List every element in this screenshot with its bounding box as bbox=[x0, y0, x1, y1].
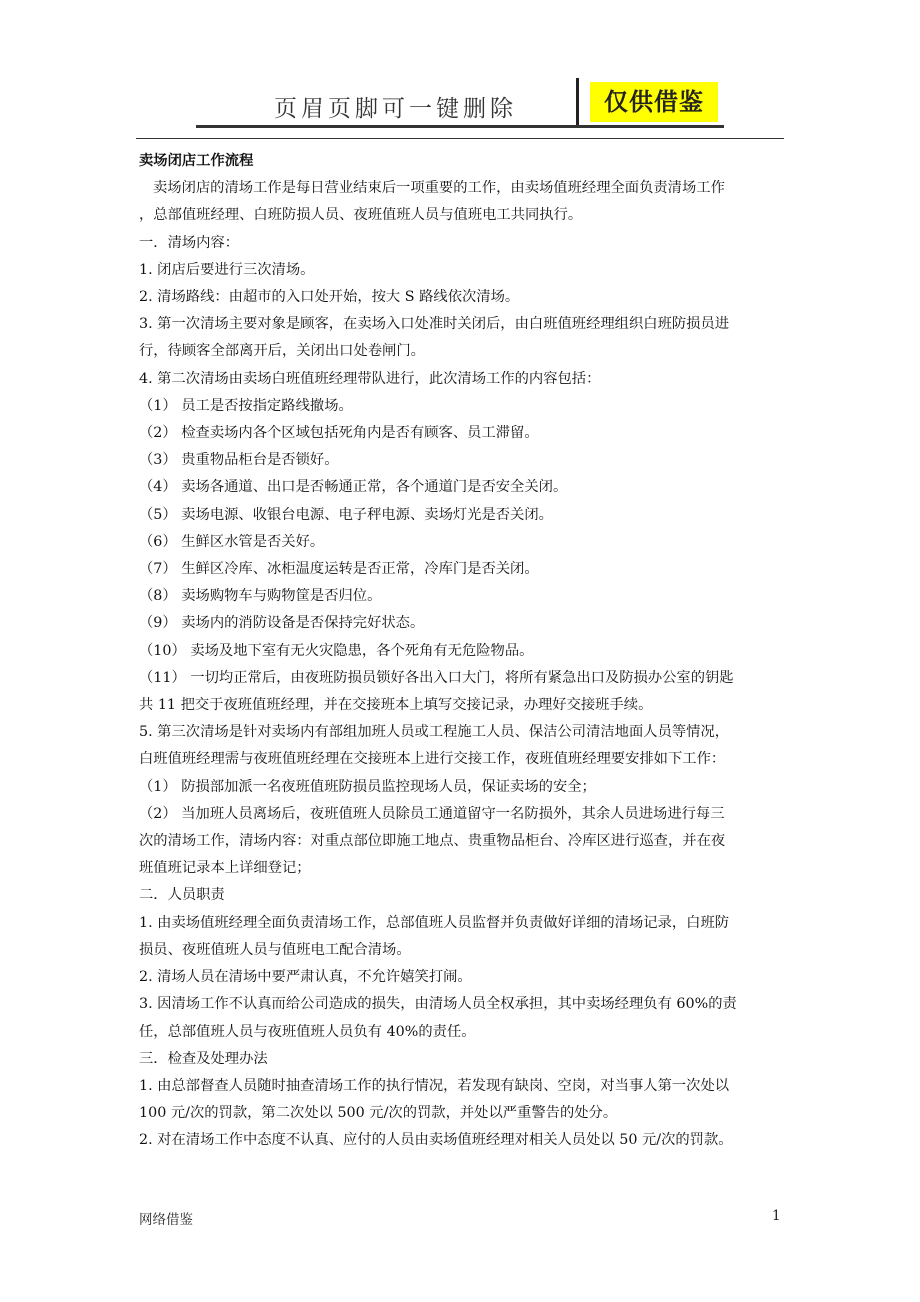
section-heading: 一．清场内容： bbox=[139, 234, 240, 251]
list-item-continued: 任，总部值班人员与夜班值班人员负有 40%的责任。 bbox=[139, 1023, 476, 1040]
section-heading: 二．人员职责 bbox=[139, 887, 225, 904]
header-badge: 仅供借鉴 bbox=[590, 82, 718, 122]
list-item: 1. 闭店后要进行三次清场。 bbox=[139, 261, 315, 278]
list-item: 2. 清场路线：由超市的入口处开始，按大 S 路线依次清场。 bbox=[139, 289, 520, 306]
list-item-continued: 100 元/次的罚款，第二次处以 500 元/次的罚款，并处以严重警告的处分。 bbox=[139, 1105, 618, 1122]
page-header bbox=[196, 78, 724, 128]
sub-list-item-continued: 共 11 把交于夜班值班经理，并在交接班本上填写交接记录，办理好交接班手续。 bbox=[139, 697, 653, 714]
sub-list-item: （2） 检查卖场内各个区域包括死角内是否有顾客、员工滞留。 bbox=[139, 425, 539, 442]
sub-list-item: （4） 卖场各通道、出口是否畅通正常，各个通道门是否安全关闭。 bbox=[139, 479, 568, 496]
header-text: 页眉页脚可一键删除 bbox=[274, 96, 517, 122]
sub-list-item: （1） 防损部加派一名夜班值班防损员监控现场人员，保证卖场的安全； bbox=[139, 778, 596, 795]
page-number: 1 bbox=[772, 1208, 781, 1224]
list-item: 2. 清场人员在清场中要严肃认真，不允许嬉笑打闹。 bbox=[139, 969, 472, 986]
list-item: 1. 由总部督查人员随时抽查清场工作的执行情况，若发现有缺岗、空岗，对当事人第一次处以 bbox=[139, 1077, 730, 1094]
paragraph-line: 卖场闭店的清场工作是每日营业结束后一项重要的工作，由卖场值班经理全面负责清场工作 bbox=[153, 180, 725, 197]
sub-list-item: （1） 员工是否按指定路线撤场。 bbox=[139, 397, 353, 414]
sub-list-item: （2） 当加班人员离场后，夜班值班人员除员工通道留守一名防损外，其余人员进场进行每三 bbox=[139, 805, 725, 822]
list-item: 3. 因清场工作不认真而给公司造成的损失，由清场人员全权承担，其中卖场经理负有 60%的责 bbox=[139, 996, 737, 1013]
header-divider bbox=[576, 78, 579, 126]
document-body bbox=[139, 148, 789, 1155]
list-item: 1. 由卖场值班经理全面负责清场工作，总部值班人员监督并负责做好详细的清场记录，白班防 bbox=[139, 914, 730, 931]
sub-list-item: （5） 卖场电源、收银台电源、电子秤电源、卖场灯光是否关闭。 bbox=[139, 506, 553, 523]
paragraph-line: ，总部值班经理、白班防损人员、夜班值班人员与值班电工共同执行。 bbox=[139, 207, 583, 224]
footer-text: 网络借鉴 bbox=[139, 1212, 193, 1228]
sub-list-item: （8） 卖场购物车与购物筐是否归位。 bbox=[139, 588, 382, 605]
header-underline bbox=[196, 125, 724, 128]
list-item-continued: 行，待顾客全部离开后，关闭出口处卷闸门。 bbox=[139, 343, 425, 360]
sub-list-item: （11） 一切均正常后，由夜班防损员锁好各出入口大门，将所有紧急出口及防损办公室的钥匙 bbox=[139, 669, 734, 686]
sub-list-item: （10） 卖场及地下室有无火灾隐患，各个死角有无危险物品。 bbox=[139, 642, 534, 659]
sub-list-item: （9） 卖场内的消防设备是否保持完好状态。 bbox=[139, 615, 425, 632]
section-heading: 三．检查及处理办法 bbox=[139, 1050, 268, 1067]
sub-list-item: （6） 生鲜区水管是否关好。 bbox=[139, 533, 325, 550]
list-item-continued: 损员、夜班值班人员与值班电工配合清场。 bbox=[139, 941, 411, 958]
document-title: 卖场闭店工作流程 bbox=[139, 153, 254, 169]
header-rule bbox=[136, 138, 784, 139]
sub-list-item: （3） 贵重物品柜台是否锁好。 bbox=[139, 452, 339, 469]
list-item: 4. 第二次清场由卖场白班值班经理带队进行，此次清场工作的内容包括： bbox=[139, 370, 601, 387]
list-item: 3. 第一次清场主要对象是顾客，在卖场入口处准时关闭后，由白班值班经理组织白班防损员进 bbox=[139, 316, 730, 333]
sub-list-item-continued: 次的清场工作，清场内容：对重点部位即施工地点、贵重物品柜台、冷库区进行巡查，并在夜 bbox=[139, 833, 726, 850]
list-item-continued: 白班值班经理需与夜班值班经理在交接班本上进行交接工作，夜班值班经理要安排如下工作： bbox=[139, 751, 726, 768]
list-item: 5. 第三次清场是针对卖场内有部组加班人员或工程施工人员、保洁公司清洁地面人员等情况， bbox=[139, 724, 730, 741]
sub-list-item-continued: 班值班记录本上详细登记； bbox=[139, 860, 311, 877]
sub-list-item: （7） 生鲜区冷库、冰柜温度运转是否正常，冷库门是否关闭。 bbox=[139, 561, 539, 578]
list-item: 2. 对在清场工作中态度不认真、应付的人员由卖场值班经理对相关人员处以 50 元/次的罚款。 bbox=[139, 1132, 733, 1149]
